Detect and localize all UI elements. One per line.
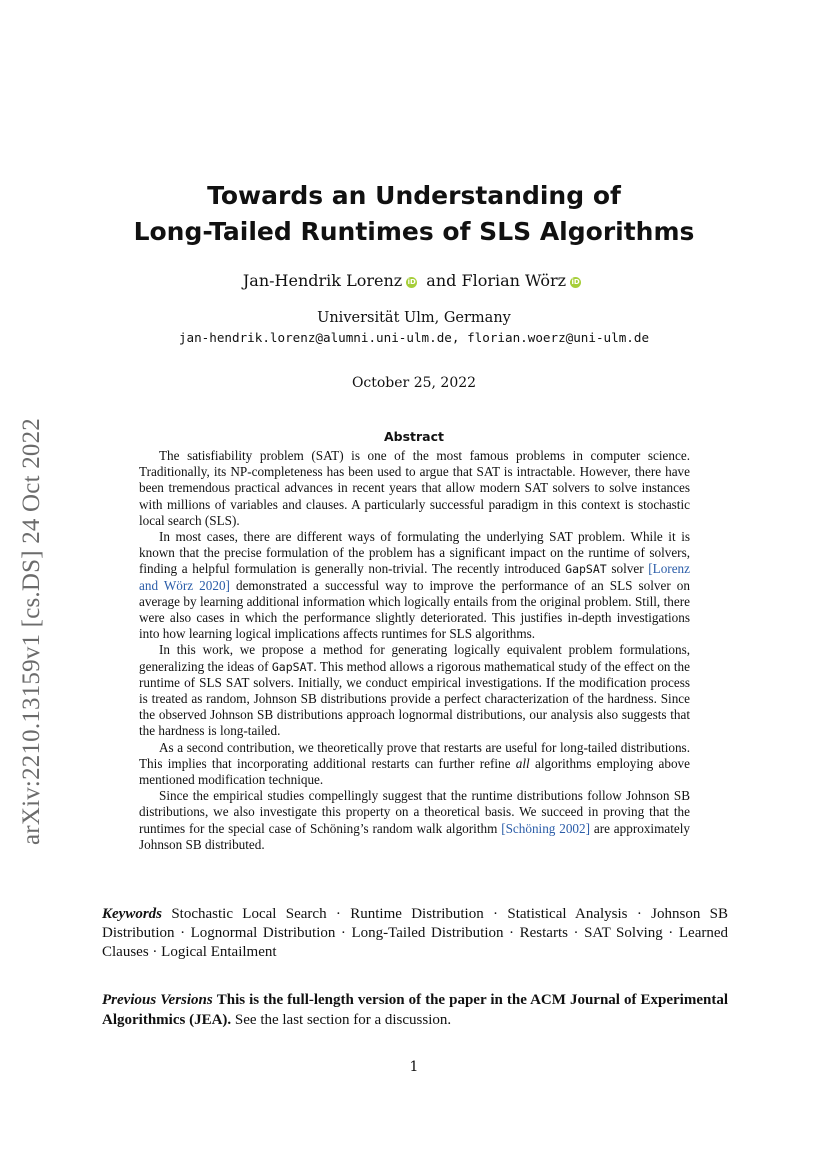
keywords-label: Keywords [102,906,162,922]
abstract-text: solver [606,561,649,577]
date: October 25, 2022 [351,375,477,391]
abstract-text: algorithms employing above mentioned modification technique. [139,755,690,788]
abstract-paragraph-4 [139,740,690,789]
author-connector: and [426,271,457,290]
abstract-text: Since the empirical studies compellingly suggest that the runtime distributions follow Johnson SB distributions, we also investigate this property on a theoretical basis. We succeed in proving that the runtimes for the special case of Schöning’s random walk algorithm [139,788,690,836]
abstract-text: demonstrated a successful way to improve the performance of an SLS solver on average by learning additional information which logically entails from the original problem. Still, there were also cases in which the performance slightly deteriorated. This justifies in-depth investigations into how learning logical implications affects runtimes for SLS algorithms. [139,577,690,642]
abstract-text: are approximately Johnson SB distributed. [139,820,690,852]
email-separator: , [451,330,460,345]
title-line-2: Long-Tailed Runtimes of SLS Algorithms [133,217,695,246]
author-2: Florian Wörz [461,271,567,290]
email-1: jan-hendrik.lorenz@alumni.uni-ulm.de [178,330,452,345]
citation-link[interactable]: [Schöning 2002] [501,820,591,836]
abstract-body [139,448,690,853]
authors [0,271,828,291]
abstract-paragraph-5 [139,788,690,853]
gapsat-name: GapSAT [271,659,314,674]
arxiv-stamp: arXiv:2210.13159v1 [cs.DS] 24 Oct 2022 [18,418,45,845]
title-line-1: Towards an Understanding of [207,181,621,210]
abstract-heading: Abstract [383,429,445,444]
emails [0,328,828,348]
previous-versions [102,990,728,1030]
previous-versions-label: Previous Versions [102,992,213,1008]
author-1: Jan-Hendrik Lorenz [242,271,403,290]
abstract-paragraph-3 [139,642,690,739]
abstract-text: In this work, we propose a method for generating logically equivalent problem formulations, generalizing the ideas of [139,642,690,674]
emphasis-all: all [515,755,530,771]
citation-link[interactable]: [Lorenz and Wörz 2020] [139,561,690,593]
paper-title [0,178,828,250]
keywords [102,905,728,962]
keywords-text: Stochastic Local Search · Runtime Distribution · Statistical Analysis · Johnson SB Distribution · Lognormal Distribution · Long-Tailed Distribution · Restarts · SAT Solving · Learned Clauses · Logical Entailment [102,906,728,960]
orcid-icon[interactable]: iD [407,278,416,286]
abstract-text: As a second contribution, we theoretically prove that restarts are useful for long-tailed distributions. This implies that incorporating additional restarts can further refine [139,739,690,771]
abstract-paragraph-2 [139,529,690,642]
abstract-paragraph-1: The satisfiability problem (SAT) is one of the most famous problems in computer science. Traditionally, its NP-completeness has been used to argue that SAT is intractable. However, there have been tremendous practical advances in recent years that allow modern SAT solvers to solve instances with millions of variables and clauses. A particularly successful paradigm in this context is stochastic local search (SLS). [139,448,690,528]
email-2: florian.woerz@uni-ulm.de [467,330,650,345]
previous-versions-text: See the last section for a discussion. [234,1012,452,1028]
affiliation: Universität Ulm, Germany [317,310,511,326]
previous-versions-note: This is the full-length version of the paper in the ACM Journal of Experimental Algorithmics (JEA). [102,992,729,1028]
abstract-text: In most cases, there are different ways of formulating the underlying SAT problem. While it is known that the precise formulation of the problem has a significant impact on the runtime of solvers, finding a helpful formulation is generally non-trivial. The recently introduced [139,529,690,577]
gapsat-name: GapSAT [565,562,607,577]
abstract-text: . This method allows a rigorous mathematical study of the effect on the runtime of SLS SAT solvers. Initially, we conduct empirical investigations. If the modification process is treated as random, Johnson SB distributions provide a perfect characterization of the hardness. Since the observed Johnson SB distributions approach lognormal distributions, our analysis also suggests that the hardness is long-tailed. [139,658,690,739]
page-number: 1 [409,1059,419,1075]
orcid-icon[interactable]: iD [571,278,580,286]
